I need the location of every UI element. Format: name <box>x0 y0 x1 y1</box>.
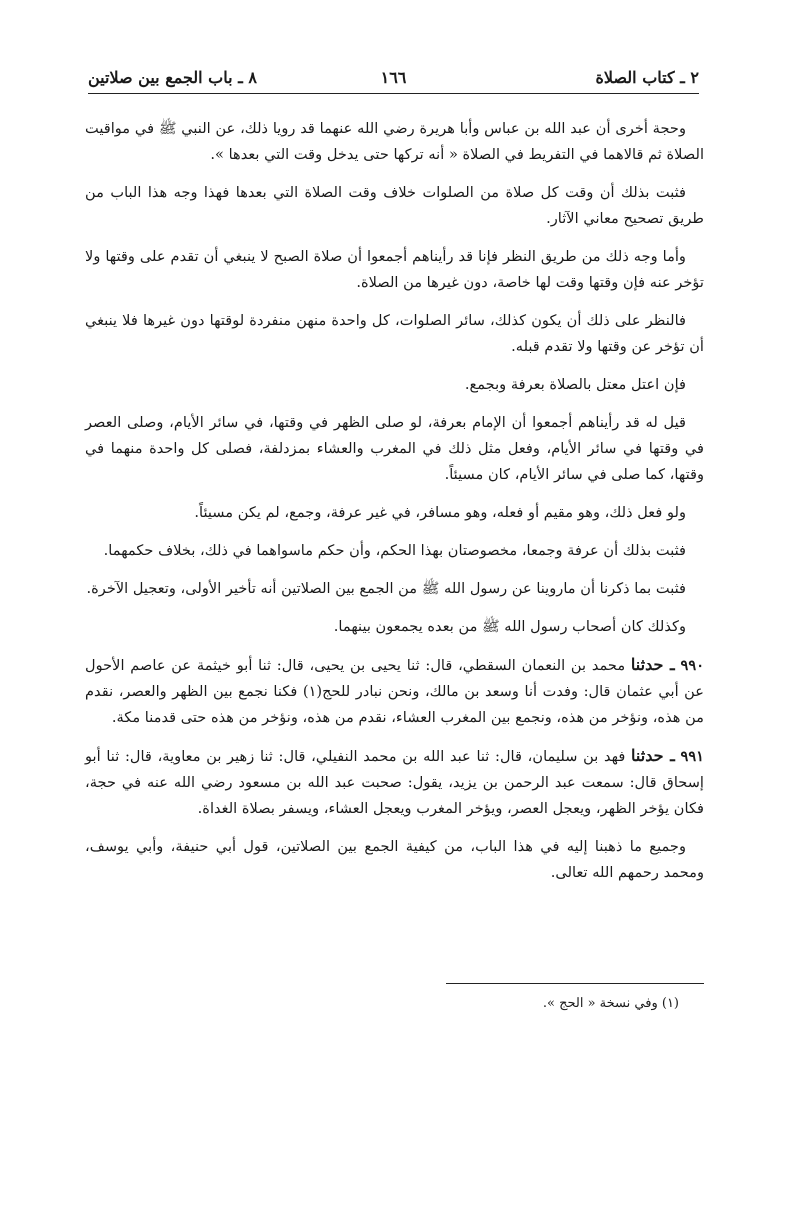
page-header <box>88 62 699 94</box>
paragraph: فإن اعتل معتل بالصلاة بعرفة وبجمع. <box>464 376 686 393</box>
footnote: (١) وفي نسخة « الحج ». <box>542 996 679 1011</box>
paragraph: فثبت بذلك أن عرفة وجمعا، مخصوصتان بهذا الحكم، وأن حكم ماسواهما في ذلك، بخلاف حكمهما. <box>103 542 686 559</box>
paragraph: فالنظر على ذلك أن يكون كذلك، سائر الصلوات، كل واحدة منهن منفردة لوقتها دون غيرها فلا ينبغي أن تؤخر عن وقتها ولا تقدم قبله. <box>85 312 704 355</box>
page-number: ١٦٦ <box>380 68 407 87</box>
paragraph: ولو فعل ذلك، وهو مقيم أو فعله، وهو مسافر، في غير عرفة، وجمع، لم يكن مسيئاً. <box>194 504 686 521</box>
paragraph: فثبت بذلك أن وقت كل صلاة من الصلوات خلاف وقت الصلاة التي بعدها فهذا وجه هذا الباب من طريق تصحيح معاني الآثار. <box>85 184 704 227</box>
hadith-text: فهد بن سليمان، قال: ثنا عبد الله بن محمد النفيلي، قال: ثنا زهير بن معاوية، قال: ثنا أبو إسحاق قال: سمعت عبد الرحمن بن يزيد، يقول: صحبت عبد الله بن مسعود رضي الله عنه في حجة، فكان يؤخر الظهر، ويعجل العصر، ويؤخر المغرب ويعجل العشاء، ويسفر بصلاة الغداة. <box>85 748 704 817</box>
main-text <box>85 116 704 898</box>
paragraph: وأما وجه ذلك من طريق النظر فإنا قد رأيناهم أجمعوا أن صلاة الصبح لا ينبغي أن تقدم على وقتها ولا تؤخر عنه فإن وقتها وقت لها خاصة، دون غيرها من الصلاة. <box>85 248 704 291</box>
book-title: ٢ ـ كتاب الصلاة <box>595 68 699 87</box>
hadith-number: ٩٩٠ <box>680 657 705 674</box>
paragraph: وحجة أخرى أن عبد الله بن عباس وأبا هريرة رضي الله عنهما قد رويا ذلك، عن النبي ﷺ في مواقيت الصلاة ثم قالاهما في التفريط في الصلاة « أنه تركها حتى يدخل وقت التي بعدها ». <box>85 120 704 163</box>
paragraph: قيل له قد رأيناهم أجمعوا أن الإمام بعرفة، لو صلى الظهر في وقتها، في سائر الأيام، وصلى العصر في وقتها في سائر الأيام، وفعل مثل ذلك في المغرب والعشاء بمزدلفة، فصلى كل واحدة منهما في وقتها، كما صلى في سائر الأيام، كان مسيئاً. <box>85 414 704 483</box>
hadith-label: ـ حدثنا <box>631 746 675 765</box>
hadith-label: ـ حدثنا <box>630 655 675 674</box>
hadith-text: محمد بن النعمان السقطي، قال: ثنا يحيى بن يحيى، قال: ثنا أبو خيثمة عن عاصم الأحول عن أبي عثمان قال: وفدت أنا وسعد بن مالك، ونحن نبادر للحج(١) فكنا نجمع بين الظهر والعصر، نقدم من هذه، ونؤخر من هذه، ونجمع بين المغرب العشاء، نقدم من هذه، ونؤخر من هذه حتى قدمنا مكة. <box>85 657 704 726</box>
closing-paragraph: وجميع ما ذهبنا إليه في هذا الباب، من كيفية الجمع بين الصلاتين، قول أبي حنيفة، وأبي يوسف، ومحمد رحمهم الله تعالى. <box>85 838 704 881</box>
paragraph: فثبت بما ذكرنا أن ماروينا عن رسول الله ﷺ من الجمع بين الصلاتين أنه تأخير الأولى، وتعجيل الآخرة. <box>86 580 686 597</box>
hadith-number: ٩٩١ <box>680 748 705 765</box>
header-rule <box>88 93 699 94</box>
hadith-990 <box>85 652 704 731</box>
footnote-rule <box>446 983 704 984</box>
chapter-title: ٨ ـ باب الجمع بين صلاتين <box>88 68 257 87</box>
hadith-991 <box>85 743 704 822</box>
paragraph: وكذلك كان أصحاب رسول الله ﷺ من بعده يجمعون بينهما. <box>333 618 686 635</box>
